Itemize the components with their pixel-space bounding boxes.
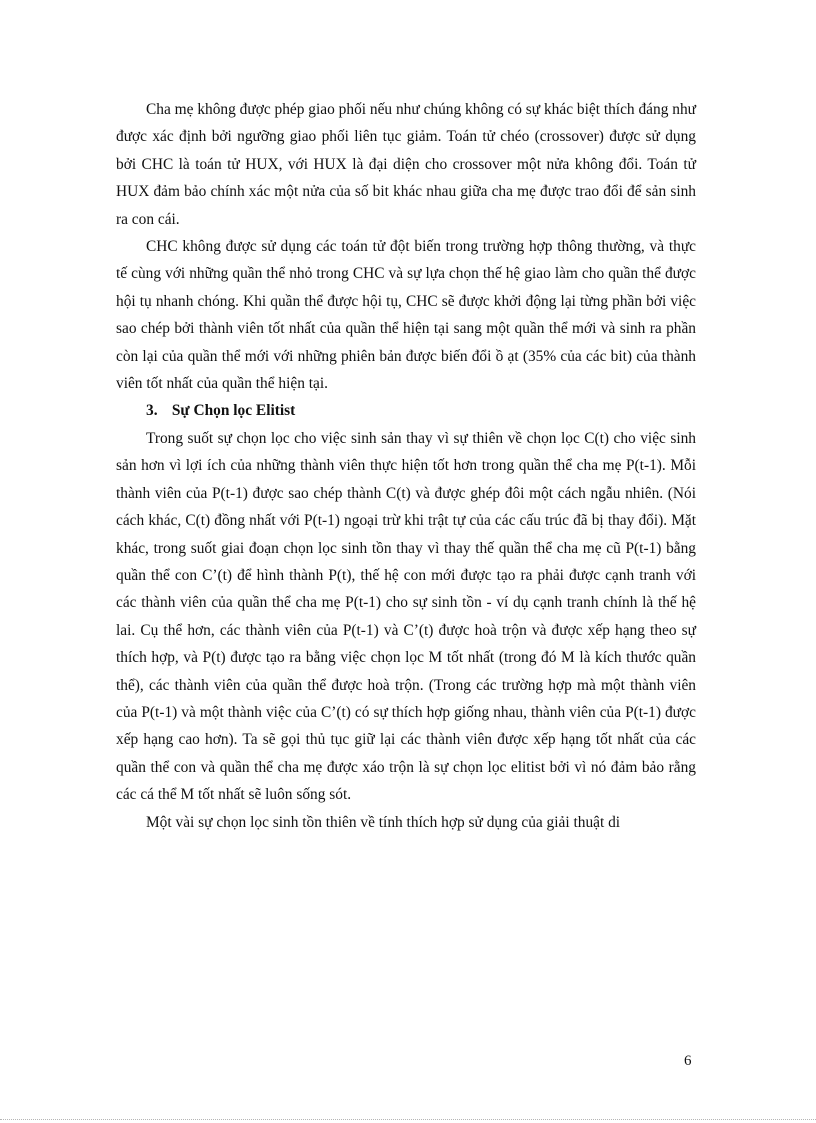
paragraph-chc-restart: CHC không được sử dụng các toán tử đột biến trong trường hợp thông thường, và thực tế cùng với những quần thể nhỏ trong CHC và sự lựa chọn thế hệ giao làm cho quần thể được hội tụ nhanh chóng. Khi quần thể được hội tụ, CHC sẽ được khởi động lại từng phần bởi việc sao chép bởi thành viên tốt nhất của quần thể hiện tại sang một quần thể mới và sinh ra phần còn lại của quần thể mới với những phiên bản được biến đổi ồ ạt (35% của các bit) của thành viên tốt nhất của quần thể hiện tại. <box>116 238 696 393</box>
page-number: 6 <box>684 1053 692 1069</box>
page-bottom-divider <box>0 1119 816 1120</box>
paragraph-survival-selection: Một vài sự chọn lọc sinh tồn thiên về tính thích hợp sử dụng của giải thuật di <box>146 813 621 831</box>
section-title: Sự Chọn lọc Elitist <box>171 402 296 420</box>
document-page <box>116 96 696 836</box>
paragraph-elitist-selection: Trong suốt sự chọn lọc cho việc sinh sản thay vì sự thiên về chọn lọc C(t) cho việc sinh sản hơn vì lợi ích của những thành viên thực hiện tốt hơn trong quần thể cha mẹ P(t-1). Mỗi thành viên của P(t-1) được sao chép thành C(t) và được ghép đôi một cách ngẫu nhiên. (Nói cách khác, C(t) đồng nhất với P(t-1) ngoại trừ khi trật tự của các cấu trúc đã bị thay đổi). Mặt khác, trong suốt giai đoạn chọn lọc sinh tồn thay vì thay thế quần thể cha mẹ cũ P(t-1) bằng quần thể con C’(t) để hình thành P(t), thế hệ con mới được tạo ra phải được cạnh tranh với các thành viên của quần thể cha mẹ P(t-1) cho sự sinh tồn - ví dụ cạnh tranh chính là thế hệ lai. Cụ thể hơn, các thành viên của P(t-1) và C’(t) được hoà trộn và được xếp hạng theo sự thích hợp, và P(t) được tạo ra bằng việc chọn lọc M tốt nhất (trong đó M là kích thước quần thể), các thành viên của quần thể được hoà trộn. (Trong các trường hợp mà một thành viên của P(t-1) và một thành việc của C’(t) có sự thích hợp giống nhau, thành viên của P(t-1) được xếp hạng cao hơn). Ta sẽ gọi thủ tục giữ lại các thành viên được xếp hạng tốt nhất của các quần thể con và quần thể cha mẹ được xáo trộn là sự chọn lọc elitist bởi vì nó đảm bảo rằng các cá thể M tốt nhất sẽ luôn sống sót. <box>116 429 696 804</box>
section-number: 3. <box>146 402 158 420</box>
section-heading <box>116 397 696 424</box>
paragraph-crossover-hux: Cha mẹ không được phép giao phối nếu như chúng không có sự khác biệt thích đáng như được xác định bởi ngưỡng giao phối liên tục giảm. Toán tử chéo (crossover) được sử dụng bởi CHC là toán tử HUX, với HUX là đại diện cho crossover một nửa không đổi. Toán tử HUX đảm bảo chính xác một nửa của số bit khác nhau giữa cha mẹ được trao đổi để sản sinh ra con cái. <box>116 101 696 228</box>
